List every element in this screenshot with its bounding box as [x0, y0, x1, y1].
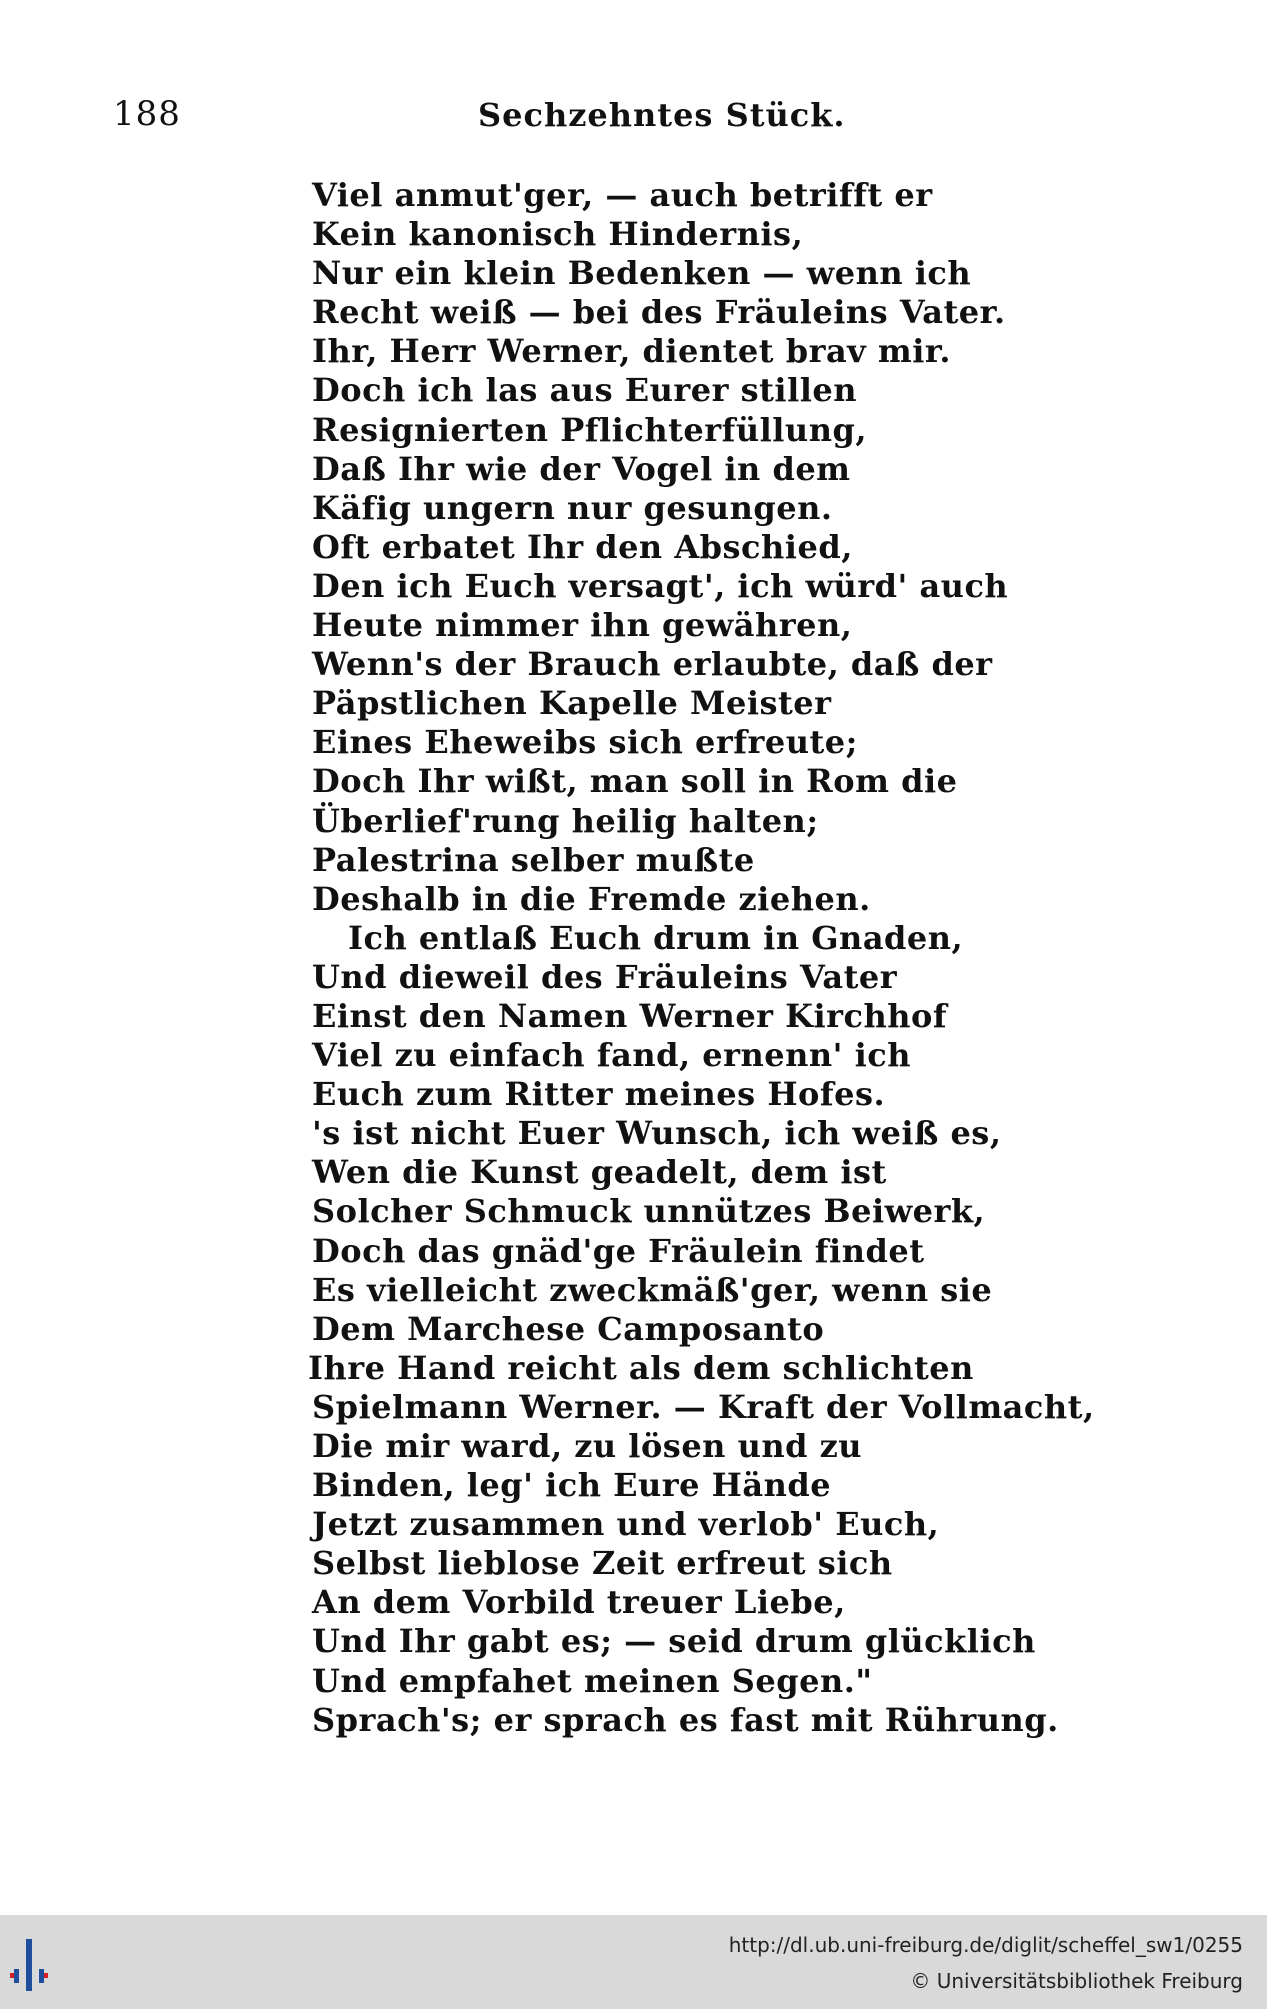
verse-line: Deshalb in die Fremde ziehen. [312, 879, 871, 918]
verse-line: Es vielleicht zweckmäß'ger, wenn sie [312, 1270, 993, 1309]
ub-freiburg-logo-icon [10, 1935, 50, 1995]
verse-line: Doch ich las aus Eurer stillen [312, 371, 857, 410]
verse-line: Überlief'rung heilig halten; [312, 801, 819, 840]
verse-line: Sprach's; er sprach es fast mit Rührung. [312, 1700, 1059, 1739]
verse-line: Recht weiß — bei des Fräuleins Vater. [312, 293, 1006, 332]
verse-line: Ihre Hand reicht als dem schlichten [308, 1348, 974, 1387]
logo-accent-right [44, 1973, 48, 1978]
verse-block [308, 176, 1095, 1740]
verse-line: Nur ein klein Bedenken — wenn ich [312, 254, 972, 293]
verse-line: Und empfahet meinen Segen." [312, 1661, 873, 1700]
permalink-url[interactable]: http://dl.ub.uni-freiburg.de/diglit/scheffel_sw1/0255 [728, 1933, 1243, 1957]
verse-line: Solcher Schmuck unnützes Beiwerk, [312, 1192, 986, 1231]
verse-line: Palestrina selber mußte [312, 840, 755, 879]
verse-line: Den ich Euch versagt', ich würd' auch [312, 566, 1009, 605]
verse-line: Und dieweil des Fräuleins Vater [312, 957, 898, 996]
verse-line: An dem Vorbild treuer Liebe, [312, 1583, 846, 1622]
verse-line: Euch zum Ritter meines Hofes. [312, 1075, 886, 1114]
verse-line: Eines Eheweibs sich erfreute; [312, 723, 858, 762]
verse-line: Binden, leg' ich Eure Hände [312, 1466, 832, 1505]
logo-bar-right [39, 1969, 44, 1983]
page-number: 188 [113, 94, 181, 134]
verse-line: Wen die Kunst geadelt, dem ist [312, 1153, 887, 1192]
verse-line: Heute nimmer ihn gewähren, [312, 606, 853, 645]
logo-bar-center [26, 1939, 32, 1991]
logo-accent-left [10, 1973, 14, 1978]
verse-line: Doch das gnäd'ge Fräulein findet [312, 1231, 925, 1270]
verse-line: Resignierten Pflichterfüllung, [312, 410, 867, 449]
verse-line: 's ist nicht Euer Wunsch, ich weiß es, [312, 1114, 1002, 1153]
logo-bar-left [14, 1969, 19, 1983]
verse-line: Und Ihr gabt es; — seid drum glücklich [312, 1622, 1036, 1661]
verse-line-indented: Ich entlaß Euch drum in Gnaden, [348, 918, 964, 957]
verse-line: Jetzt zusammen und verlob' Euch, [312, 1505, 940, 1544]
verse-line: Selbst lieblose Zeit erfreut sich [312, 1544, 893, 1583]
running-title: Sechzehntes Stück. [478, 96, 846, 134]
verse-line: Ihr, Herr Werner, dientet brav mir. [312, 332, 951, 371]
copyright-notice: © Universitätsbibliothek Freiburg [910, 1969, 1243, 1993]
verse-line: Viel anmut'ger, — auch betrifft er [312, 176, 933, 214]
viewer-footer [0, 1915, 1267, 2009]
verse-line: Dem Marchese Camposanto [312, 1309, 825, 1348]
verse-line: Oft erbatet Ihr den Abschied, [312, 527, 853, 566]
verse-line: Daß Ihr wie der Vogel in dem [312, 449, 851, 488]
verse-line: Einst den Namen Werner Kirchhof [312, 996, 948, 1035]
verse-line: Viel zu einfach fand, ernenn' ich [312, 1036, 911, 1075]
verse-line: Päpstlichen Kapelle Meister [312, 684, 832, 723]
verse-line: Die mir ward, zu lösen und zu [312, 1427, 863, 1465]
verse-line: Kein kanonisch Hindernis, [312, 215, 804, 254]
verse-line: Doch Ihr wißt, man soll in Rom die [312, 762, 958, 801]
verse-line: Käfig ungern nur gesungen. [312, 488, 833, 527]
verse-line: Wenn's der Brauch erlaubte, daß der [312, 645, 993, 684]
verse-line: Spielmann Werner. — Kraft der Vollmacht, [312, 1387, 1095, 1426]
